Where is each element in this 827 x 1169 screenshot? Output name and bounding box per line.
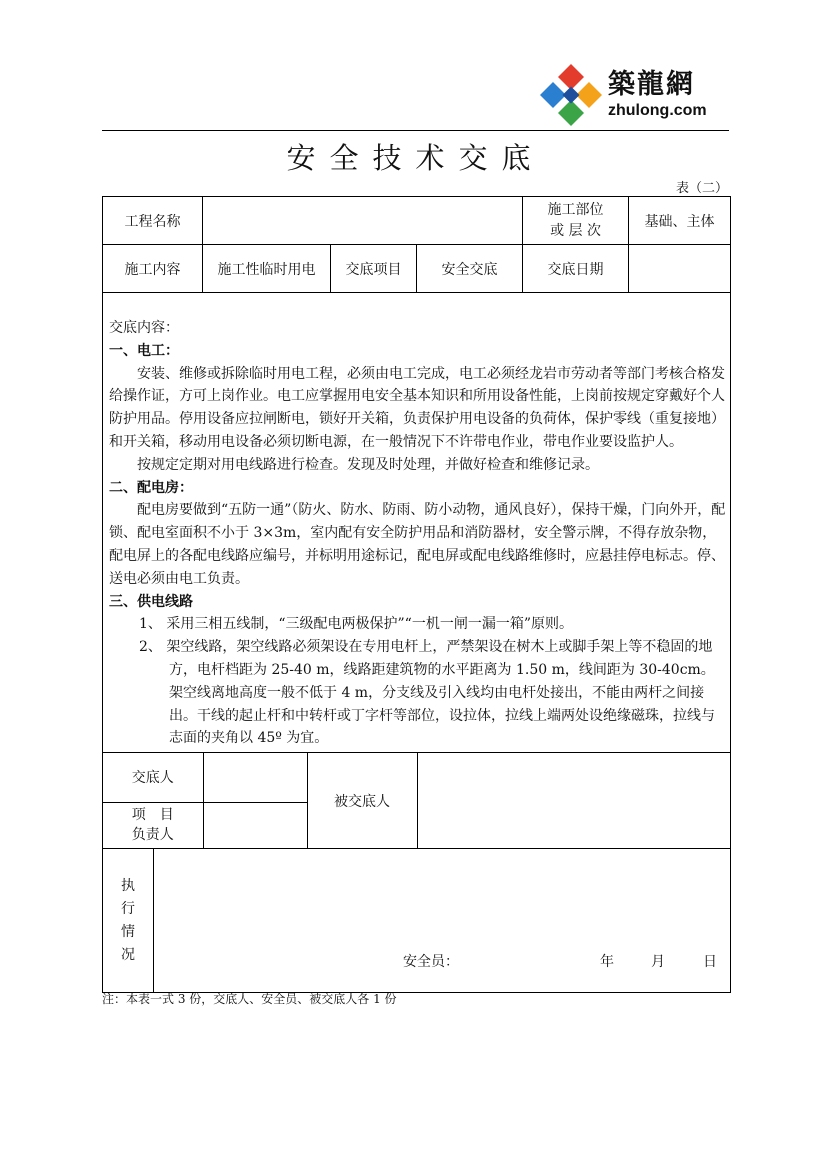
discloser-label: 交底人: [103, 753, 203, 802]
project-manager-label: 项 目 负责人: [103, 802, 203, 848]
zhulong-logo: [538, 58, 724, 130]
disclosure-date-value: [629, 245, 731, 293]
form-row-content: [103, 245, 731, 293]
receiver-value: [417, 753, 730, 848]
disclosure-date-label: 交底日期: [523, 245, 629, 293]
logo-url: zhulong.com: [608, 102, 707, 119]
supply-line-item-2: 2、 架空线路，架空线路必须架设在专用电杆上，严禁架设在树木上或脚手架上等不稳固的地方，电杆档距为 25-40 m，线路距建筑物的水平距离为 1.50 m，线间距为 30-40cm。架空线离地高度一般不低于 4 m，分支线及引入线均由电杆处接出，不能由两杆之间接出。干线的起止杆和中转杆或丁字杆等部位，设拉体，拉线上端两处设绝缘磁珠，拉线与志面的夹角以 45º 为宜。: [139, 639, 715, 747]
section-power-room-title: 二、配电房：: [109, 479, 193, 496]
construction-part-value: 基础、主体: [629, 197, 731, 245]
form-row-project: [103, 197, 731, 245]
section-supply-line-title: 三、供电线路: [109, 593, 193, 610]
section-electrician-title: 一、电工：: [109, 342, 179, 359]
discloser-value: [203, 753, 307, 802]
construction-part-label: 施工部位 或 层 次: [523, 197, 629, 245]
day-label: 日: [703, 954, 717, 971]
form-row-signatures: [103, 753, 731, 849]
safety-officer-label: 安全员：: [403, 954, 459, 971]
header-rule: [102, 130, 729, 131]
section-electrician-text-2: 按规定定期对用电线路进行检查。发现及时处理，并做好检查和维修记录。: [137, 456, 599, 473]
disclosure-content: [103, 293, 731, 753]
construction-content-value: 施工性临时用电: [203, 245, 331, 293]
project-name-value: [203, 197, 523, 245]
section-electrician-text: 安装、维修或拆除临时用电工程，必须由电工完成，电工必须经龙岩市劳动者等部门考核合格发给操作证，方可上岗作业。电工应掌握用电安全基本知识和所用设备性能，上岗前按规定穿戴好个人防护用品。停用设备应拉闸断电，锁好开关箱，负责保护用电设备的负荷体，保护零线（重复接地）和开关箱，移动用电设备必须切断电源，在一般情况下不许带电作业，带电作业要设监护人。: [109, 365, 725, 450]
logo-name: 築龍網: [608, 69, 695, 100]
disclosure-item-label: 交底项目: [331, 245, 417, 293]
project-manager-value: [203, 802, 307, 848]
supply-line-item-1: 1、 采用三相五线制，“三级配电两极保护”“一机一闸一漏一箱”原则。: [139, 616, 573, 633]
year-label: 年: [600, 954, 614, 971]
form-number: 表（二）: [675, 181, 728, 196]
form-row-body: [103, 293, 731, 753]
disclosure-form: [102, 196, 731, 993]
project-name-label: 工程名称: [103, 197, 203, 245]
logo-diamond-icon: [538, 62, 604, 128]
execution-label: 执 行 情 况: [103, 849, 154, 992]
section-power-room-text: 配电房要做到“五防一通”（防火、防水、防雨、防小动物，通风良好），保持干燥，门向外开，配锁、配电室面积不小于 3×3m，室内配有安全防护用品和消防器材，安全警示牌，不得存放杂物，配电屏上的各配电线路应编号，并标明用途标记，配电屏或配电线路维修时，应悬挂停电标志。停、送电必须由电工负责。: [109, 502, 726, 587]
receiver-label: 被交底人: [307, 753, 417, 848]
disclosure-item-value: 安全交底: [417, 245, 523, 293]
content-intro: 交底内容：: [109, 320, 179, 336]
page-title: 安全技术交底: [286, 141, 545, 175]
form-row-execution: [103, 849, 731, 993]
month-label: 月: [651, 954, 665, 971]
construction-content-label: 施工内容: [103, 245, 203, 293]
footnote: 注：本表一式 3 份，交底人、安全员、被交底人各 1 份: [102, 992, 397, 1006]
